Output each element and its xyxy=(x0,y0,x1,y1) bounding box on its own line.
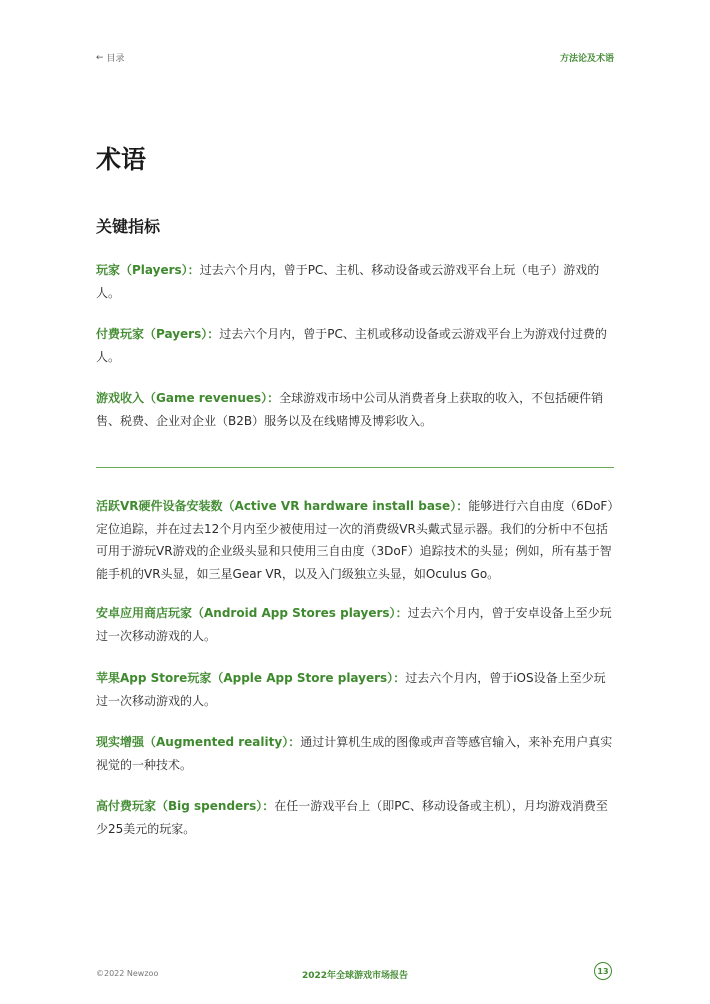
term-description: 能够进行六自由度（6DoF）定位追踪，并在过去12个月内至少被使用过一次的消费级VR头戴式显示器。我们的分析中不包括可用于游玩VR游戏的企业级头显和只使用三自由度（3DoF）追踪技术的头显；例如，所有基于智能手机的VR头显，如三星Gear VR，以及入门级独立头显，如Oculus Go。 xyxy=(96,499,614,581)
term-description: 通过计算机生成的图像或声音等感官输入，来补充用户真实视觉的一种技术。 xyxy=(96,735,613,772)
back-to-contents-link[interactable] xyxy=(96,51,125,64)
term-name: 活跃VR硬件设备安装数（Active VR hardware install base） xyxy=(96,499,457,513)
term-separator: ： xyxy=(207,327,220,341)
term-name: 游戏收入（Game revenues） xyxy=(96,391,268,405)
report-title: 2022年全球游戏市场报告 xyxy=(301,971,409,981)
term-big-spenders xyxy=(96,795,614,840)
term-name: 玩家（Players） xyxy=(96,263,188,277)
term-description: 过去六个月内，曾于安卓设备上至少玩过一次移动游戏的人。 xyxy=(96,606,612,643)
term-name: 安卓应用商店玩家（Android App Stores players） xyxy=(96,606,396,620)
term-separator: ： xyxy=(187,263,200,277)
page-title: 术语 xyxy=(96,145,147,174)
term-name: 现实增强（Augmented reality） xyxy=(96,735,289,749)
term-description: 全球游戏市场中公司从消费者身上获取的收入，不包括硬件销售、税费、企业对企业（B2B）服务以及在线赌博及博彩收入。 xyxy=(96,391,604,428)
term-game-revenues xyxy=(96,387,614,432)
term-separator: ： xyxy=(267,391,280,405)
term-apple-players xyxy=(96,667,614,712)
term-separator: ： xyxy=(456,499,469,513)
term-name: 高付费玩家（Big spenders） xyxy=(96,799,263,813)
arrow-left-icon: ← xyxy=(96,52,104,63)
term-description: 在任一游戏平台上（即PC、移动设备或主机），月均游戏消费至少25美元的玩家。 xyxy=(96,799,608,836)
term-separator: ： xyxy=(393,671,406,685)
term-active-vr-install-base xyxy=(96,495,614,585)
term-name: 付费玩家（Payers） xyxy=(96,327,208,341)
term-payers xyxy=(96,323,614,368)
section-title: 关键指标 xyxy=(96,217,161,236)
term-description: 过去六个月内，曾于iOS设备上至少玩过一次移动游戏的人。 xyxy=(96,671,606,708)
term-augmented-reality xyxy=(96,731,614,776)
term-separator: ： xyxy=(262,799,275,813)
page-number-badge xyxy=(594,962,612,980)
term-separator: ： xyxy=(288,735,301,749)
section-divider xyxy=(96,467,614,468)
term-name: 苹果App Store玩家（Apple App Store players） xyxy=(96,671,394,685)
term-android-players xyxy=(96,602,614,647)
term-separator: ： xyxy=(395,606,408,620)
term-players xyxy=(96,259,614,304)
copyright: ©2022 Newzoo xyxy=(96,969,159,978)
section-header: 方法论及术语 xyxy=(559,54,614,64)
back-label: 目录 xyxy=(106,54,125,64)
page-number: 13 xyxy=(597,966,609,976)
term-description: 过去六个月内，曾于PC、主机或移动设备或云游戏平台上为游戏付过费的人。 xyxy=(96,327,607,364)
term-description: 过去六个月内，曾于PC、主机、移动设备或云游戏平台上玩（电子）游戏的人。 xyxy=(96,263,600,300)
